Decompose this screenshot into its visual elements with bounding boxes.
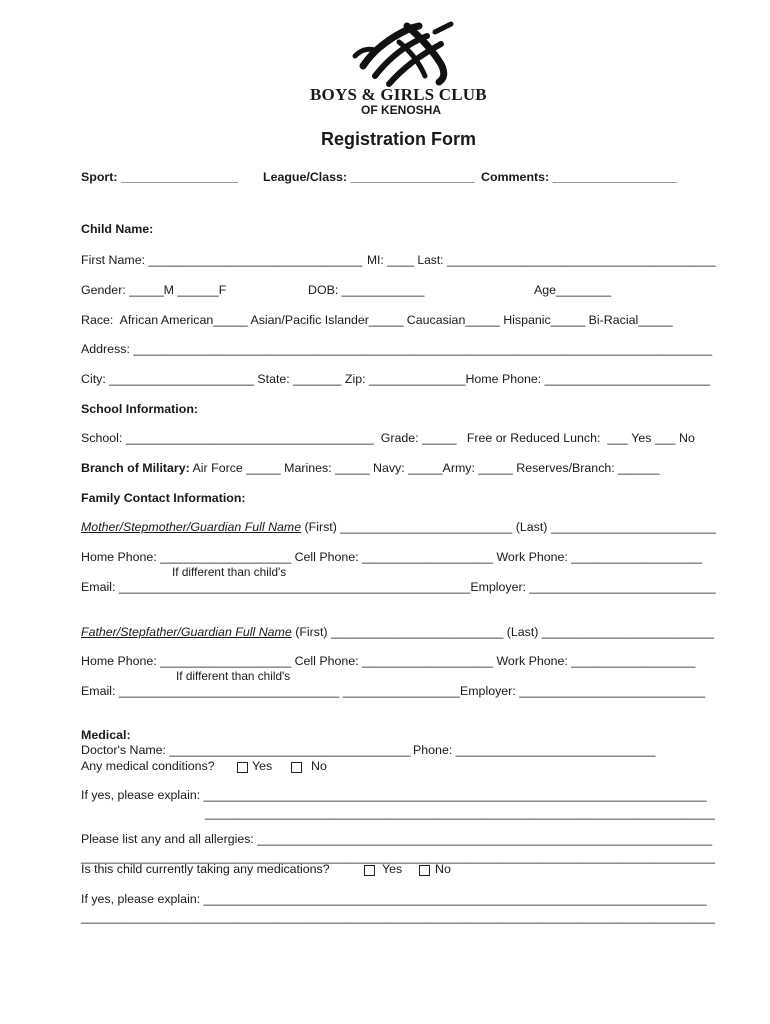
mother-name-label: Mother/Stepmother/Guardian Full Name: [81, 520, 302, 534]
father-phone-note: If different than child's: [176, 669, 291, 683]
medications-yes-label: Yes: [382, 862, 403, 876]
club-name: BOYS & GIRLS CLUB: [310, 85, 487, 104]
address-field[interactable]: Address: ____________________________________________________________________________________: [81, 342, 713, 356]
gender-field[interactable]: Gender: _____M ______F: [81, 283, 227, 297]
medical-conditions-question: Any medical conditions?: [81, 759, 215, 773]
league-class-field[interactable]: League/Class: __________________: [263, 170, 475, 184]
military-options[interactable]: Air Force _____ Marines: _____ Navy: _____Army: _____ Reserves/Branch: ______: [189, 461, 660, 475]
military-label: Branch of Military:: [81, 461, 190, 475]
conditions-yes-label: Yes: [252, 759, 273, 773]
first-name-field[interactable]: First Name: _______________________________: [81, 253, 363, 267]
medical-heading: Medical:: [81, 728, 131, 742]
doctor-phone-field[interactable]: Phone: _____________________________: [413, 743, 656, 757]
child-name-heading: Child Name:: [81, 222, 154, 236]
form-title: Registration Form: [321, 129, 477, 149]
medications-no-checkbox[interactable]: [419, 865, 430, 876]
conditions-no-label: No: [311, 759, 327, 773]
mother-name-row[interactable]: [81, 520, 716, 535]
father-name-label: Father/Stepfather/Guardian Full Name: [81, 625, 292, 639]
medications-yes-checkbox[interactable]: [364, 865, 375, 876]
city-state-zip-phone-field[interactable]: City: _____________________ State: _______ Zip: ______________Home Phone: ________________________: [81, 372, 711, 386]
military-row[interactable]: [81, 461, 660, 476]
father-phones-field[interactable]: Home Phone: ___________________ Cell Phone: ___________________ Work Phone: __________________: [81, 654, 696, 668]
family-contact-heading: Family Contact Information:: [81, 491, 246, 505]
father-name-row[interactable]: [81, 625, 714, 640]
school-info-heading: School Information:: [81, 402, 199, 416]
school-grade-lunch-field[interactable]: School: ____________________________________ Grade: _____ Free or Reduced Lunch: ___ Yes ___ No: [81, 431, 695, 445]
club-logo-mark: [345, 14, 463, 90]
mother-name-field[interactable]: (First) _________________________ (Last) ________________________: [301, 520, 717, 534]
race-field[interactable]: Race: African American_____ Asian/Pacific Islander_____ Caucasian_____ Hispanic_____ Bi-Racial_____: [81, 313, 673, 327]
medications-question: Is this child currently taking any medications?: [81, 862, 330, 876]
comments-field[interactable]: Comments: __________________: [481, 170, 677, 184]
mother-phones-field[interactable]: Home Phone: ___________________ Cell Phone: ___________________ Work Phone: ___________________: [81, 550, 703, 564]
mother-phone-note: If different than child's: [172, 565, 287, 579]
doctor-name-field[interactable]: Doctor's Name: ___________________________________: [81, 743, 411, 757]
conditions-explain-continued[interactable]: __________________________________________________________________________: [205, 806, 715, 820]
medications-explain-continued[interactable]: ________________________________________________________________________________________________: [81, 910, 716, 924]
father-name-field[interactable]: (First) _________________________ (Last) _________________________: [291, 625, 715, 639]
sport-field[interactable]: Sport: _________________: [81, 170, 239, 184]
conditions-explain-field[interactable]: If yes, please explain: _________________________________________________________________________: [81, 788, 707, 802]
age-field[interactable]: Age________: [534, 283, 612, 297]
father-email-employer-field[interactable]: Email: ________________________________ _________________Employer: ___________________________: [81, 684, 706, 698]
club-location: OF KENOSHA: [361, 103, 442, 117]
conditions-no-checkbox[interactable]: [291, 762, 302, 773]
mi-last-field[interactable]: MI: ____ Last: ________________________________________: [367, 253, 716, 267]
allergies-field[interactable]: Please list any and all allergies: __________________________________________________________________: [81, 832, 713, 846]
dob-field[interactable]: DOB: ____________: [308, 283, 425, 297]
mother-email-employer-field[interactable]: Email: ___________________________________________________Employer: ___________________________: [81, 580, 716, 594]
medications-no-label: No: [435, 862, 451, 876]
allergies-continued[interactable]: ________________________________________________________________________________________________: [81, 850, 716, 864]
conditions-yes-checkbox[interactable]: [237, 762, 248, 773]
medications-explain-field[interactable]: If yes, please explain: _________________________________________________________________________: [81, 892, 707, 906]
